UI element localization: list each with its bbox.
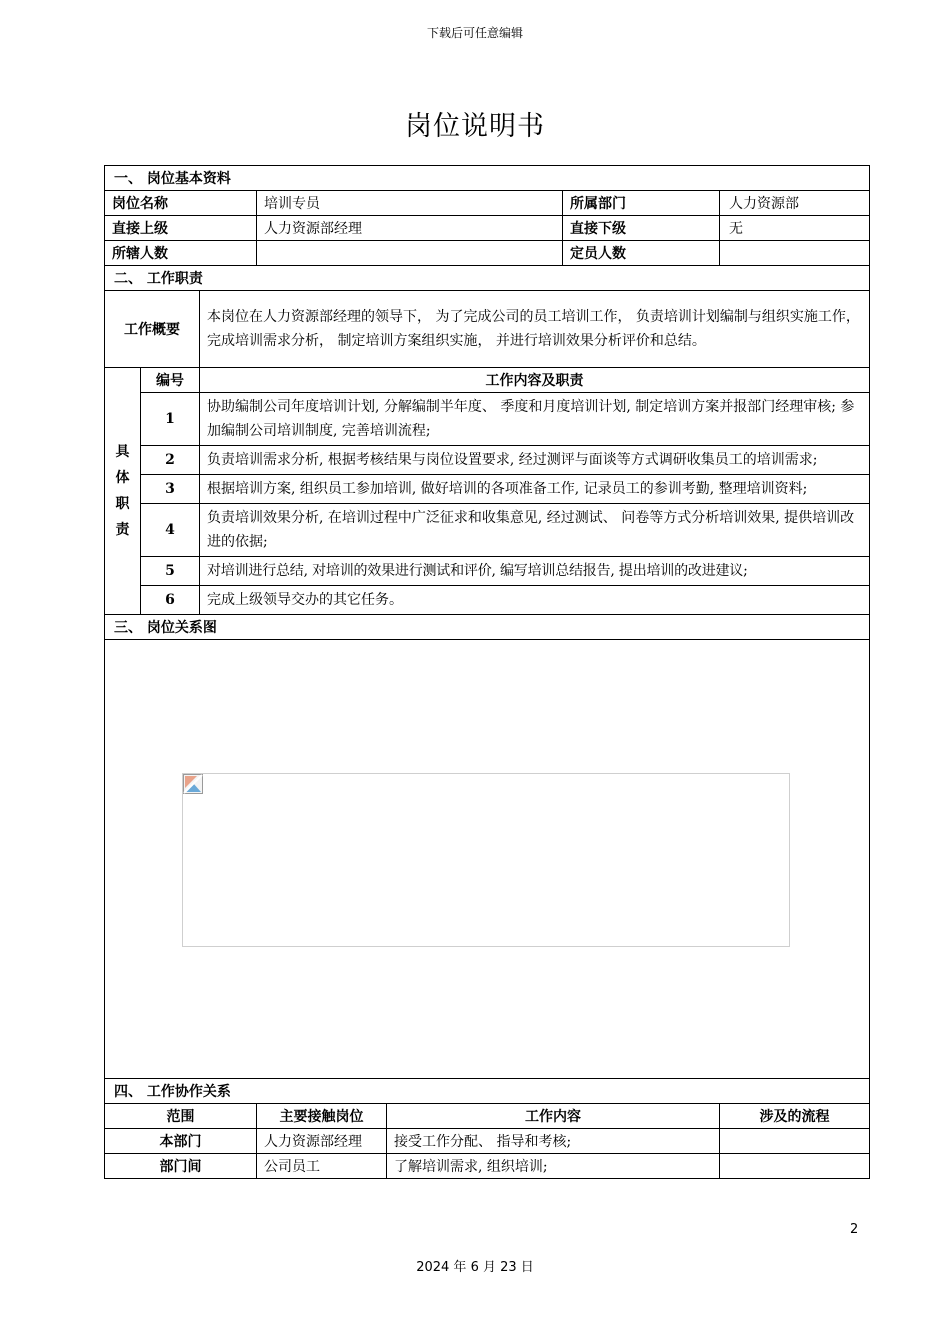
label-position-name: 岗位名称: [105, 191, 257, 216]
contact-position-cell: 公司员工: [257, 1154, 387, 1179]
value-position-name: 培训专员: [257, 191, 563, 216]
value-staff-quota: [720, 241, 870, 266]
label-department: 所属部门: [563, 191, 720, 216]
table-row: [105, 291, 870, 368]
duty-text: 完成上级领导交办的其它任务。: [200, 586, 870, 615]
column-header-content: 工作内容及职责: [200, 368, 870, 393]
value-subordinate: 无: [720, 216, 870, 241]
broken-image-icon: [183, 774, 203, 794]
duties-label-char: 体: [115, 470, 130, 486]
table-row: [105, 216, 870, 241]
table-row: [105, 1104, 870, 1129]
table-row: [105, 393, 870, 446]
value-supervisor: 人力资源部经理: [257, 216, 563, 241]
duty-number: 6: [141, 586, 200, 615]
section2-heading: 二、 工作职责: [105, 266, 870, 291]
relationship-diagram-image: [182, 773, 790, 947]
table-row: [105, 475, 870, 504]
duty-text: 对培训进行总结, 对培训的效果进行测试和评价, 编写培训总结报告, 提出培训的改进建议;: [200, 557, 870, 586]
label-subordinate: 直接下级: [563, 216, 720, 241]
label-headcount: 所辖人数: [105, 241, 257, 266]
duty-text: 协助编制公司年度培训计划, 分解编制半年度、 季度和月度培训计划, 制定培训方案并报部门经理审核; 参加编制公司培训制度, 完善培训流程;: [200, 393, 870, 446]
column-header-contact-position: 主要接触岗位: [257, 1104, 387, 1129]
label-supervisor: 直接上级: [105, 216, 257, 241]
column-header-number: 编号: [141, 368, 200, 393]
value-headcount: [257, 241, 563, 266]
duty-number: 4: [141, 504, 200, 557]
duty-number: 3: [141, 475, 200, 504]
contact-position-cell: 人力资源部经理: [257, 1129, 387, 1154]
label-specific-duties: [105, 368, 141, 615]
page-number: 2: [850, 1222, 859, 1237]
section4-heading: 四、 工作协作关系: [105, 1079, 870, 1104]
duties-label-char: 责: [115, 522, 130, 538]
table-row: [105, 557, 870, 586]
duty-text: 根据培训方案, 组织员工参加培训, 做好培训的各项准备工作, 记录员工的参训考勤, 整理培训资料;: [200, 475, 870, 504]
table-row: [105, 504, 870, 557]
page-title: 岗位说明书: [405, 111, 545, 142]
label-staff-quota: 定员人数: [563, 241, 720, 266]
column-header-scope: 范围: [105, 1104, 257, 1129]
table-row: [105, 368, 870, 393]
work-content-cell: 接受工作分配、 指导和考核;: [387, 1129, 720, 1154]
duty-number: 2: [141, 446, 200, 475]
duty-text: 负责培训需求分析, 根据考核结果与岗位设置要求, 经过测评与面谈等方式调研收集员工的培训需求;: [200, 446, 870, 475]
process-cell: [720, 1129, 870, 1154]
duty-number: 1: [141, 393, 200, 446]
table-row: [105, 1129, 870, 1154]
section1-heading: 一、 岗位基本资料: [105, 166, 870, 191]
work-overview-text: 本岗位在人力资源部经理的领导下， 为了完成公司的员工培训工作， 负责培训计划编制与组织实施工作， 完成培训需求分析， 制定培训方案组织实施， 并进行培训效果分析评价和总结。: [200, 291, 870, 368]
label-work-overview: 工作概要: [105, 291, 200, 368]
table-row: [105, 586, 870, 615]
header-note: 下载后可任意编辑: [426, 26, 523, 40]
footer-date: 2024 年 6 月 23 日: [416, 1260, 534, 1275]
duty-text: 负责培训效果分析, 在培训过程中广泛征求和收集意见, 经过测试、 问卷等方式分析培训效果, 提供培训改进的依据;: [200, 504, 870, 557]
table-row: [105, 241, 870, 266]
duties-label-char: 职: [115, 496, 130, 512]
table-row: [105, 446, 870, 475]
scope-cell: 本部门: [105, 1129, 257, 1154]
relationship-diagram-area: [105, 640, 870, 1079]
column-header-processes: 涉及的流程: [720, 1104, 870, 1129]
duties-label-char: 具: [115, 444, 130, 460]
value-department: 人力资源部: [720, 191, 870, 216]
work-content-cell: 了解培训需求, 组织培训;: [387, 1154, 720, 1179]
process-cell: [720, 1154, 870, 1179]
column-header-work-content: 工作内容: [387, 1104, 720, 1129]
section3-heading: 三、 岗位关系图: [105, 615, 870, 640]
scope-cell: 部门间: [105, 1154, 257, 1179]
duty-number: 5: [141, 557, 200, 586]
job-description-table: [104, 165, 870, 1179]
table-row: [105, 1154, 870, 1179]
table-row: [105, 191, 870, 216]
